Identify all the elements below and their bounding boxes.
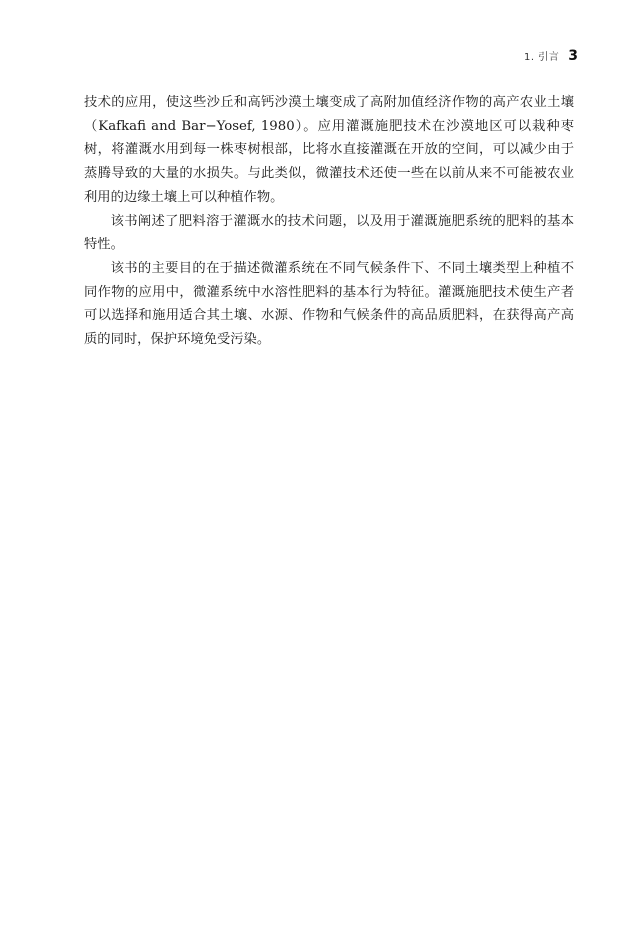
- running-header: [524, 48, 578, 64]
- paragraph: 该书的主要目的在于描述微灌系统在不同气候条件下、不同土壤类型上种植不同作物的应用中，微灌系统中水溶性肥料的基本行为特征。灌溉施肥技术使生产者可以选择和施用适合其土壤、水源、作物和气候条件的高品质肥料，在获得高产高质的同时，保护环境免受污染。: [84, 260, 574, 348]
- body-text: [84, 91, 574, 352]
- section-label: 1. 引言: [524, 52, 560, 63]
- paragraph: 该书阐述了肥料溶于灌溉水的技术问题，以及用于灌溉施肥系统的肥料的基本特性。: [84, 213, 574, 253]
- paragraph-continued: 技术的应用，使这些沙丘和高钙沙漠土壤变成了高附加值经济作物的高产农业土壤（Kafkafi and Bar−Yosef, 1980）。应用灌溉施肥技术在沙漠地区可以栽种枣树，将灌溉水用到每一株枣树根部，比将水直接灌溉在开放的空间，可以减少由于蒸腾导致的大量的水损失。与此类似，微灌技术还使一些在以前从来不可能被农业利用的边缘土壤上可以种植作物。: [84, 95, 574, 205]
- page-number: 3: [568, 48, 578, 64]
